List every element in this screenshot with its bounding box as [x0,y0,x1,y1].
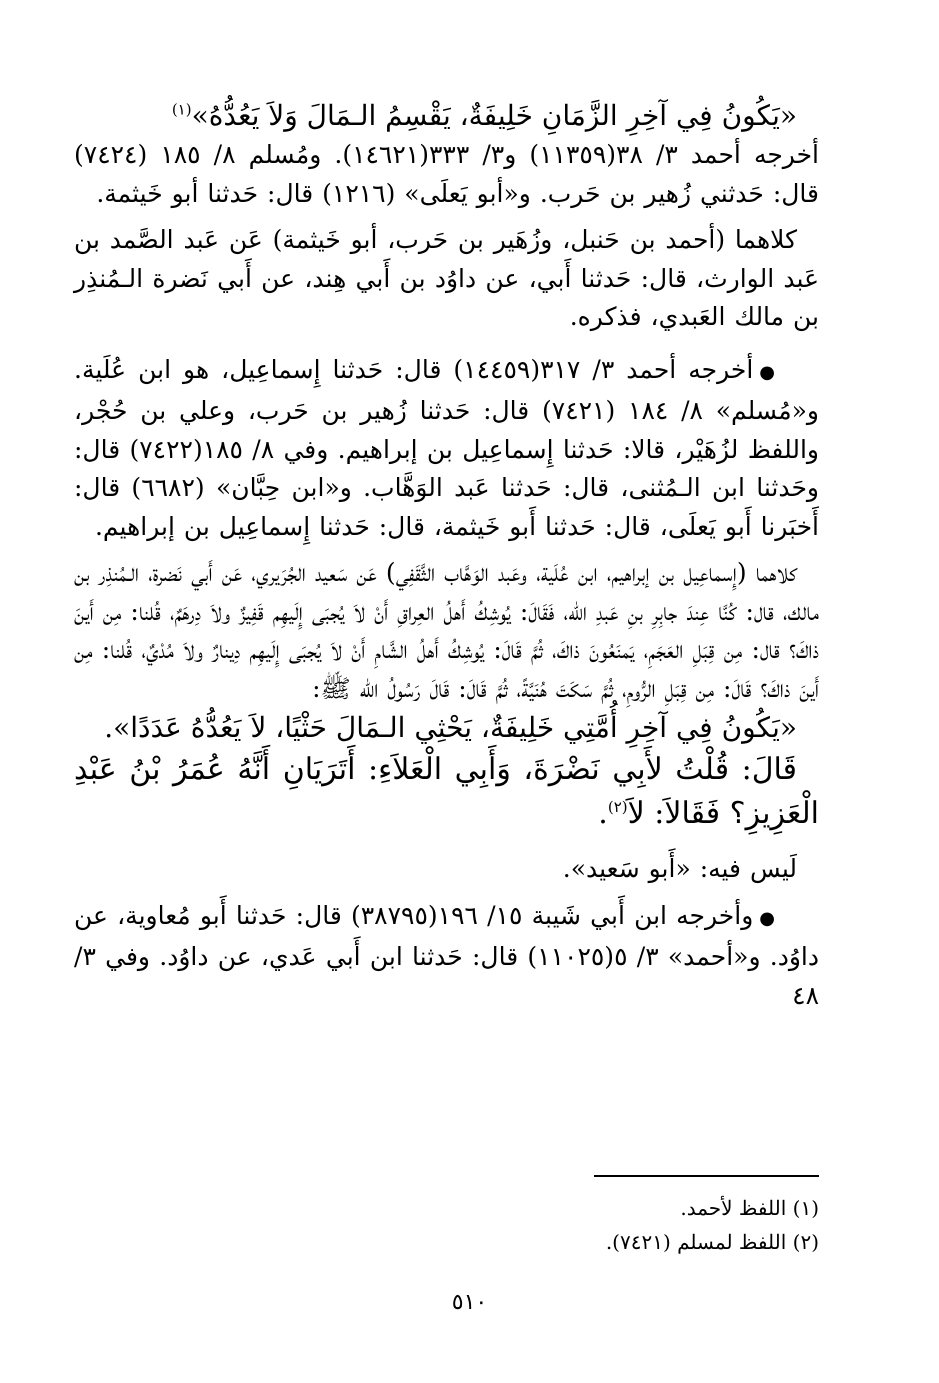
chain-paragraph-2: كلاهما (إِسماعِيل بن إبراهيم، ابن عُلَية، وعَبد الوَهَّاب الثَّقَفِي) عَن سَعيد الجُرَيري، عَن أَبي نَضرة، الـمُنذِر بن مالك، قال: كُنَّا عِندَ جابِرِ بنِ عَبدِ الله، فَقَالَ: يُوشِكُ أَهلُ العِراقِ أَنْ لاَ يُجبَى إِلَيهِم قَفِيزٌ ولاَ دِرهَمٌ، قُلنا: مِن أَينَ ذاكَ؟ قال: مِن قِبَلِ العَجَمِ، يَمنَعُونَ ذاكَ، ثُمَّ قَالَ: يُوشِكُ أَهلُ الشَّامِ أَنْ لاَ يُجبَى إِلَيهِم دِينارٌ ولاَ مُدْيٌ، قُلنا: مِن أَينَ ذاكَ؟ قَالَ: مِن قِبَلِ الرُّومِ، ثُمَّ سَكَتَ هُنَيَّةً، ثُمَّ قَالَ: قَالَ رَسُولُ الله ﷺ: [74,558,819,703]
bullet-icon: ● [759,361,776,383]
page-body [74,96,819,1015]
hadith-text-1-body: «يَكُونُ فِي آخِرِ الزَّمَانِ خَلِيفَةٌ، يَقْسِمُ الـمَالَ وَلاَ يَعُدُّهُ» [191,99,797,132]
takhrij-paragraph-3 [74,897,819,1016]
page-number: ٥١٠ [451,1290,488,1315]
footnote-1: (١) اللفظ لأحمد. [680,1196,819,1220]
takhrij-paragraph-2 [74,351,819,547]
footnote-ref-1: (١) [171,100,192,119]
footnote-ref-2: (٢) [607,798,628,816]
footnote-2: (٢) اللفظ لمسلم (٧٤٢١). [605,1230,819,1254]
hadith-text-1 [74,96,819,136]
takhrij-paragraph-1: أخرجه أحمد ٣/ ٣٨(١١٣٥٩) و٣/ ٣٣٣(١٤٦٢١). ومُسلم ٨/ ١٨٥ (٧٤٢٤) قال: حَدثني زُهير بن حَرب. و«أبو يَعلَى» (١٢١٦) قال: حَدثنا أبو خَيثمة. [74,140,819,208]
takhrij-paragraph-2-body: أخرجه أحمد ٣/ ٣١٧(١٤٤٥٩) قال: حَدثنا إِسماعِيل، هو ابن عُلَية. و«مُسلم» ٨/ ١٨٤ (٧٤٢١) قال: حَدثنا زُهير بن حَرب، وعلي بن حُجْر، واللفظ لزُهَيْر، قالا: حَدثنا إِسماعِيل بن إبراهيم. وفي ٨/ ١٨٥(٧٤٢٢) قال: وحَدثنا ابن الـمُثنى، قال: حَدثنا عَبد الوَهَّاب. و«ابن حِبَّان» (٦٦٨٢) قال: أَخبَرنا أَبو يَعلَى، قال: حَدثنا أَبو خَيثمة، قال: حَدثنا إِسماعِيل بن إبراهيم. [74,354,819,541]
athar-text [74,748,819,836]
hadith-text-2: «يَكُونُ فِي آخِرِ أُمَّتِي خَلِيفَةٌ، يَحْثِي الـمَالَ حَثْيًا، لاَ يَعُدُّهُ عَدَدًا». [104,711,797,744]
footnotes-section [74,1175,819,1259]
athar-text-end: . [598,796,608,831]
chain-paragraph-1: كلاهما (أحمد بن حَنبل، وزُهَير بن حَرب، أبو خَيثمة) عَن عَبد الصَّمد بن عَبد الوارث، قال: حَدثنا أَبي، عن داوُد بن أَبي هِند، عن أَبي نَضرة الـمُنذِر بن مالك العَبدي، فذكره. [74,225,819,331]
footnote-divider [594,1175,819,1177]
bullet-icon: ● [759,907,776,929]
note-paragraph: لَيس فيه: «أَبو سَعيد». [562,854,797,883]
takhrij-paragraph-3-body: وأخرجه ابن أَبي شَيبة ١٥/ ١٩٦(٣٨٧٩٥) قال: حَدثنا أَبو مُعاوية، عن داوُد. و«أحمد» ٣/ ٥(١١٠٢٥) قال: حَدثنا ابن أَبي عَدي، عن داوُد. وفي ٣/ ٤٨ [74,900,820,1010]
athar-text-body: قَالَ: قُلْتُ لأَبِي نَضْرَةَ، وَأَبِي الْعَلاَءِ: أَتَرَيَانِ أَنَّهُ عُمَرُ بْنُ عَبْدِ الْعَزِيزِ؟ فَقَالاَ: لاَ [74,752,819,831]
